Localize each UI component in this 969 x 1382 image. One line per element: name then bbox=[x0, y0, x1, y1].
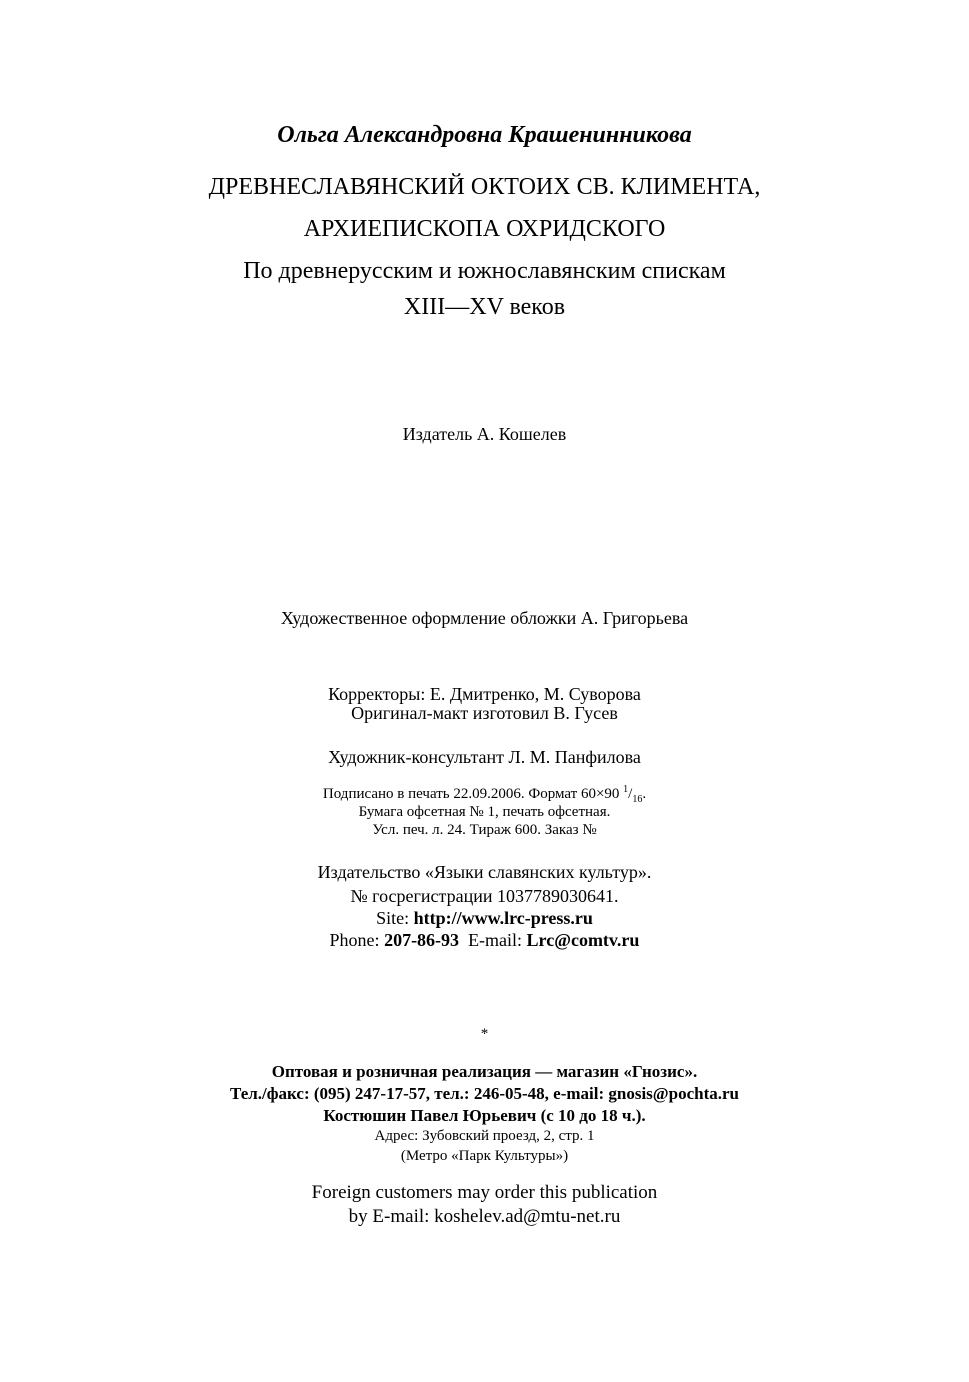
book-subtitle-line-1: По древнерусским и южнославянским спискам bbox=[243, 258, 726, 284]
book-title-line-2: АРХИЕПИСКОПА ОХРИДСКОГО bbox=[303, 216, 666, 242]
email-link[interactable]: Lrc@comtv.ru bbox=[526, 930, 640, 950]
publishing-house-name: Издательство «Языки славянских культур». bbox=[317, 862, 652, 882]
store-address: Адрес: Зубовский проезд, 2, стр. 1 bbox=[374, 1128, 595, 1144]
print-info-line-1 bbox=[0, 786, 969, 803]
sales-line-1: Оптовая и розничная реализация — магазин «Гнозис». bbox=[271, 1062, 698, 1081]
publisher-line: Издатель А. Кошелев bbox=[402, 424, 567, 444]
print-info-line-3: Усл. печ. л. 24. Тираж 600. Заказ № bbox=[372, 822, 597, 838]
store-metro: (Метро «Парк Культуры») bbox=[400, 1148, 569, 1164]
print-info-line-2: Бумага офсетная № 1, печать офсетная. bbox=[358, 804, 611, 820]
foreign-customers-line-1: Foreign customers may order this publication bbox=[311, 1182, 658, 1203]
layout-credit: Оригинал-макт изготовил В. Гусев bbox=[351, 703, 618, 723]
print-info-text: Подписано в печать 22.09.2006. Формат 60×90 bbox=[322, 786, 624, 802]
print-info-suffix: . bbox=[642, 786, 647, 802]
sales-contact-line: Тел./факс: (095) 247-17-57, тел.: 246-05-48, e-mail: gnosis@pochta.ru bbox=[230, 1084, 739, 1103]
site-label: Site: bbox=[376, 908, 414, 928]
book-subtitle-line-2: XIII—XV веков bbox=[403, 294, 566, 320]
format-fraction-denominator: 16 bbox=[632, 794, 643, 805]
author-name: Ольга Александровна Крашенинникова bbox=[277, 122, 692, 148]
proofreaders-credit: Корректоры: Е. Дмитренко, М. Суворова bbox=[328, 684, 641, 704]
registration-number: № госрегистрации 1037789030641. bbox=[350, 886, 619, 906]
foreign-customers-line-2: by E-mail: koshelev.ad@mtu-net.ru bbox=[348, 1206, 621, 1227]
contact-line bbox=[0, 930, 969, 951]
format-fraction-numerator: 1 bbox=[623, 784, 629, 795]
phone-label: Phone: bbox=[329, 930, 385, 950]
sales-person-line: Костюшин Павел Юрьевич (с 10 до 18 ч.). bbox=[323, 1106, 646, 1125]
site-link[interactable]: http://www.lrc-press.ru bbox=[413, 908, 593, 928]
format-fraction-separator: / bbox=[628, 786, 633, 802]
phone-number: 207-86-93 bbox=[384, 930, 460, 950]
email-label: E-mail: bbox=[459, 930, 527, 950]
book-title-line-1: ДРЕВНЕСЛАВЯНСКИЙ ОКТОИХ СВ. КЛИМЕНТА, bbox=[208, 174, 761, 200]
art-consultant-credit: Художник-консультант Л. М. Панфилова bbox=[328, 747, 641, 767]
site-line bbox=[0, 908, 969, 929]
section-separator: * bbox=[480, 1026, 489, 1042]
cover-design-credit: Художественное оформление обложки А. Григорьева bbox=[280, 608, 689, 628]
